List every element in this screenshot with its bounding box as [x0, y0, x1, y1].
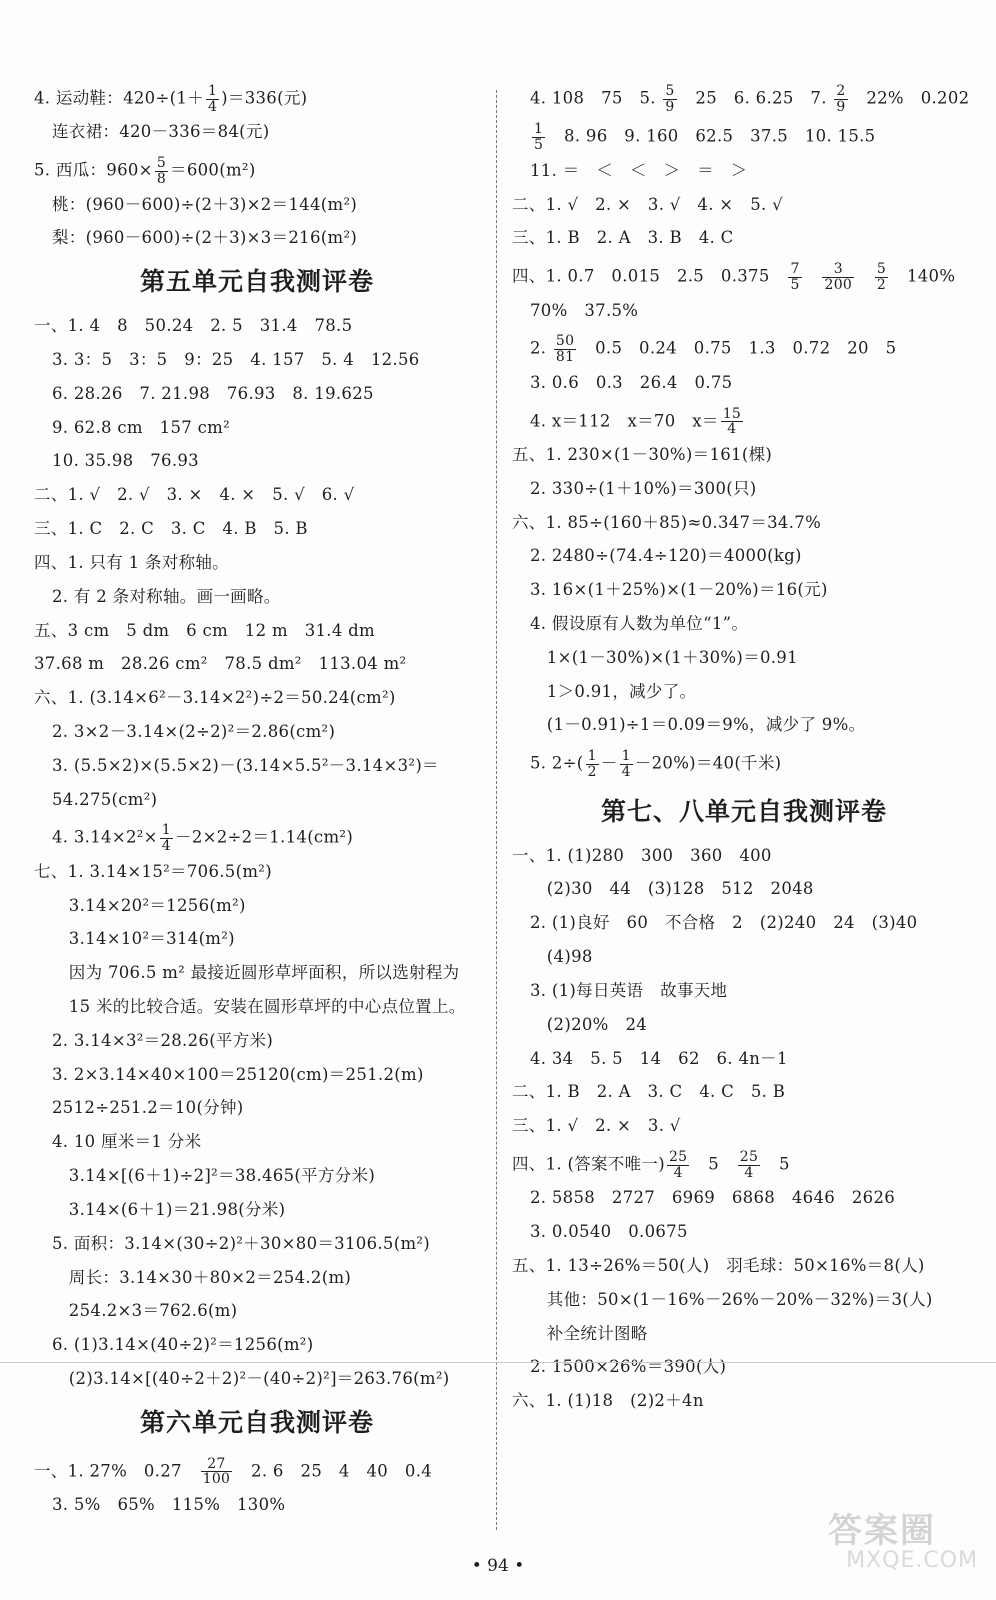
answer-line: [34, 688, 480, 709]
answer-text: 22% 0.202: [849, 88, 970, 108]
answer-text: 37.68 m 28.26 cm² 78.5 dm² 113.04 m²: [34, 654, 407, 674]
answer-line: [512, 373, 976, 394]
answer-line: [512, 1049, 976, 1070]
answer-line: [34, 1031, 480, 1052]
answer-text: 一、1. (1)280 300 360 400: [512, 845, 772, 865]
answer-text: 周长：3.14×30＋80×2＝254.2(m): [52, 1267, 352, 1287]
answer-text: 5. 2÷(: [530, 753, 584, 773]
answer-line: [34, 228, 480, 249]
answer-text: 5: [691, 1154, 736, 1174]
fraction: [667, 1150, 689, 1180]
answer-text: 3. 2×3.14×40×100＝25120(cm)＝251.2(m): [52, 1064, 424, 1084]
section-heading: 第七、八单元自我测评卷: [600, 796, 887, 826]
answer-line: [34, 485, 480, 506]
answer-text: 3.14×20²＝1256(m²): [52, 895, 246, 915]
fraction: [620, 749, 633, 779]
answer-text: [856, 267, 873, 286]
answer-text: 4. x＝112 x＝70 x＝: [530, 411, 719, 431]
answer-line: [512, 749, 976, 779]
answer-line: [34, 384, 480, 405]
answer-line: [34, 722, 480, 743]
answer-line: [512, 1082, 976, 1103]
answer-line: [34, 1301, 480, 1322]
fraction-numerator: 3: [822, 262, 854, 278]
answer-text: 10. 35.98 76.93: [52, 451, 199, 471]
answer-line: [34, 418, 480, 439]
answer-text: )＝336(元): [221, 88, 308, 108]
fraction-denominator: 4: [673, 1164, 683, 1181]
answer-line: [34, 587, 480, 608]
answer-text: 3. (5.5×2)×(5.5×2)－(3.14×5.5²－3.14×3²)＝: [52, 755, 439, 775]
fraction-denominator: 81: [555, 349, 575, 366]
section-heading: 第六单元自我测评卷: [139, 1407, 374, 1437]
answer-text: 三、1. √ 2. × 3. √: [512, 1116, 681, 1136]
answer-text: (4)98: [530, 947, 593, 967]
answer-text: 3. 0.6 0.3 26.4 0.75: [530, 372, 733, 392]
answer-text: 2512÷251.2＝10(分钟): [52, 1098, 244, 1118]
answer-text: 2.: [530, 339, 552, 359]
fraction-numerator: 1: [161, 822, 172, 839]
fraction-denominator: 5: [534, 137, 544, 154]
answer-text: 2. 330÷(1＋10%)＝300(只): [530, 478, 757, 498]
fraction: [160, 823, 173, 853]
answer-text: 2. (1)良好 60 不合格 2 (2)240 24 (3)40: [530, 913, 918, 933]
answer-text: 因为 706.5 m² 最接近圆形草坪面积，所以选射程为: [52, 963, 460, 983]
answer-line: [512, 1116, 976, 1137]
answer-line: [34, 350, 480, 371]
answer-text: 5: [762, 1154, 790, 1174]
page-fold-line: [0, 1362, 996, 1363]
fraction: [554, 334, 576, 364]
fraction-numerator: 5: [665, 83, 675, 99]
answer-text: 9. 62.8 cm 157 cm²: [52, 417, 230, 437]
answer-text: －: [600, 753, 618, 773]
answer-line: [34, 654, 480, 675]
fraction: [532, 122, 545, 152]
answer-text: [804, 267, 821, 286]
answer-text: 补全统计图略: [530, 1323, 648, 1343]
answer-text: 8. 96 9. 160 62.5 37.5 10. 15.5: [547, 127, 876, 147]
answer-text: 其他：50×(1－16%－26%－20%－32%)＝3(人): [530, 1289, 933, 1309]
answer-text: 二、1. √ 2. × 3. √ 4. × 5. √: [512, 194, 783, 214]
answer-text: 15 米的比较合适。安装在圆形草坪的中心点位置上。: [52, 997, 466, 1016]
fraction-numerator: 2: [836, 83, 846, 99]
answer-text: 3. 0.0540 0.0675: [530, 1222, 688, 1242]
answer-line: [34, 1457, 480, 1487]
answer-text: 3.14×[(6＋1)÷2]²＝38.465(平方分米): [52, 1166, 376, 1186]
right-column: [512, 84, 976, 1425]
answer-line: [34, 1268, 480, 1289]
fraction-numerator: 7: [790, 261, 800, 278]
answer-text: 6. 28.26 7. 21.98 76.93 8. 19.625: [52, 383, 374, 403]
answer-text: 5. 西瓜：960×: [34, 160, 153, 180]
answer-line: [512, 195, 976, 216]
answer-text: (1＋: [169, 88, 204, 108]
answer-text: 3. 16×(1＋25%)×(1－20%)＝16(元): [530, 580, 828, 600]
answer-text: (2)3.14×[(40÷2＋2)²－(40÷2)²]＝263.76(m²): [52, 1368, 450, 1388]
fraction-numerator: 15: [722, 405, 742, 422]
answer-line: [34, 519, 480, 540]
fraction-numerator: 27: [201, 1457, 233, 1473]
answer-text: 2. 1500×26%＝390(人): [530, 1357, 727, 1377]
fraction: [738, 1150, 760, 1180]
fraction-numerator: 1: [621, 748, 631, 765]
answer-text: 一、1. 27% 0.27: [34, 1461, 199, 1481]
answer-text: 140%: [890, 266, 956, 286]
answer-text: 2. 3.14×3²＝28.26(平方米): [52, 1030, 274, 1050]
answer-text: 254.2×3＝762.6(m): [52, 1301, 238, 1321]
answer-text: 2. 2480÷(74.4÷120)＝4000(kg): [530, 546, 802, 566]
answer-line: [34, 1098, 480, 1119]
answer-line: [512, 947, 976, 968]
answer-text: (2)20% 24: [530, 1014, 648, 1034]
answer-text: 4. 3.14×2²×: [52, 828, 158, 848]
answer-line: [34, 1335, 480, 1356]
fraction: [206, 84, 219, 114]
answer-line: [512, 161, 976, 182]
fraction-denominator: 9: [836, 98, 846, 115]
answer-text: (2)30 44 (3)128 512 2048: [530, 879, 814, 899]
answer-line: [34, 122, 480, 143]
answer-text: 11. ＝ ＜ ＜ ＞ ＝ ＞: [530, 160, 748, 180]
fraction-denominator: 4: [207, 98, 218, 115]
answer-line: [512, 1015, 976, 1036]
fraction-numerator: 5: [876, 261, 887, 278]
fraction-numerator: 1: [207, 83, 218, 99]
fraction-denominator: 4: [161, 838, 172, 855]
answer-text: －2×2÷2＝1.14(cm²): [175, 828, 354, 848]
fraction-denominator: 4: [744, 1164, 754, 1181]
fraction: [586, 749, 599, 779]
answer-text: 54.275(cm²): [52, 789, 158, 809]
answer-text: 6. (1)3.14×(40÷2)²＝1256(m²): [52, 1335, 314, 1355]
answer-line: [512, 1222, 976, 1243]
answer-line: [512, 1290, 976, 1311]
column-divider: [496, 90, 497, 1530]
fraction-numerator: 25: [739, 1148, 759, 1165]
answer-text: 四、1. (答案不唯一): [512, 1154, 665, 1174]
fraction-denominator: 5: [790, 276, 800, 293]
answer-line: [512, 334, 976, 364]
fraction-denominator: 8: [156, 170, 167, 187]
answer-line: [512, 262, 976, 292]
answer-line: [34, 823, 480, 853]
answer-line: [34, 316, 480, 337]
answer-text: 4. 假设原有人数为单位“1”。: [530, 614, 749, 633]
fraction-numerator: 5: [156, 155, 167, 172]
answer-line: [34, 1495, 480, 1516]
answer-text: 连衣裙：420－336＝84(元): [52, 122, 270, 142]
watermark-text: 答案圈: [828, 1511, 936, 1551]
answer-text: 一、1. 4 8 50.24 2. 5 31.4 78.5: [34, 316, 353, 336]
answer-line: [512, 846, 976, 867]
answer-line: [512, 513, 976, 534]
answer-line: [512, 981, 976, 1002]
answer-text: 六、1. (3.14×6²－3.14×2²)÷2＝50.24(cm²): [34, 688, 396, 708]
answer-text: 2. 6 25 4 40 0.4: [234, 1461, 433, 1481]
answer-text: 5. 面积：3.14×(30÷2)²＋30×80＝3106.5(m²): [52, 1233, 431, 1253]
fraction-numerator: 25: [668, 1148, 688, 1165]
watermark-url: MXQE.COM: [846, 1548, 978, 1573]
answer-line: [34, 896, 480, 917]
answer-line: [512, 1188, 976, 1209]
answer-line: [512, 682, 976, 703]
answer-text: 3.14×10²＝314(m²): [52, 929, 235, 949]
answer-line: [34, 1200, 480, 1221]
answer-text: 梨：(960－600)÷(2＋3)×3＝216(m²): [52, 228, 358, 248]
answer-line: [512, 648, 976, 669]
answer-line: [512, 407, 976, 437]
answer-line: [512, 715, 976, 736]
answer-line: [34, 621, 480, 642]
answer-text: 4. 34 5. 5 14 62 6. 4n－1: [530, 1048, 788, 1068]
answer-line: [34, 195, 480, 216]
answer-line: [512, 1256, 976, 1277]
fraction: [834, 84, 847, 114]
answer-line: [34, 790, 480, 811]
answer-text: 三、1. B 2. A 3. B 4. C: [512, 228, 734, 248]
fraction: [155, 156, 168, 186]
answer-text: 四、1. 只有 1 条对称轴。: [34, 552, 229, 572]
fraction-denominator: 4: [621, 763, 631, 780]
fraction-denominator: 2: [587, 763, 597, 780]
answer-line: [512, 614, 976, 635]
answer-text: (1－0.91)÷1＝0.09＝9%，减少了 9%。: [530, 715, 866, 735]
fraction: [201, 1457, 233, 1487]
answer-text: 1＞0.91，减少了。: [530, 681, 697, 701]
answer-text: 4. 108 75 5.: [530, 88, 662, 108]
answer-line: [512, 1357, 976, 1378]
left-column: [34, 84, 480, 1529]
answer-line: [512, 301, 976, 322]
fraction: [721, 407, 743, 437]
answer-line: [34, 963, 480, 984]
answer-text: 五、3 cm 5 dm 6 cm 12 m 31.4 dm: [34, 620, 375, 640]
answer-line: [512, 122, 976, 152]
answer-text: 0.5 0.24 0.75 1.3 0.72 20 5: [578, 339, 897, 359]
answer-text: 3. (1)每日英语 故事天地: [530, 980, 728, 1000]
fraction: [788, 262, 801, 292]
answer-text: 桃：(960－600)÷(2＋3)×2＝144(m²): [52, 194, 358, 214]
answer-text: 二、1. B 2. A 3. C 4. C 5. B: [512, 1082, 786, 1102]
answer-line: [34, 1369, 480, 1390]
answer-line: [512, 546, 976, 567]
answer-text: 25 6. 6.25 7.: [678, 88, 833, 108]
answer-line: [34, 553, 480, 574]
answer-line: [34, 997, 480, 1018]
answer-text: 2. 3×2－3.14×(2÷2)²＝2.86(cm²): [52, 721, 336, 741]
answer-text: 4. 10 厘米＝1 分米: [52, 1132, 202, 1152]
answer-text: 2. 5858 2727 6969 6868 4646 2626: [530, 1188, 896, 1208]
answer-text: 4. 运动鞋：420÷: [34, 88, 170, 108]
answer-line: [34, 1166, 480, 1187]
answer-text: 3. 5% 65% 115% 130%: [52, 1495, 286, 1515]
answer-text: ＝600(m²): [170, 160, 256, 180]
section-heading: 第五单元自我测评卷: [139, 267, 374, 297]
fraction: [822, 262, 854, 292]
answer-line: [512, 228, 976, 249]
answer-text: 三、1. C 2. C 3. C 4. B 5. B: [34, 519, 308, 539]
answer-text: 1×(1－30%)×(1＋30%)＝0.91: [530, 647, 798, 667]
fraction-denominator: 100: [202, 1471, 231, 1488]
answer-text: 3.14×(6＋1)＝21.98(分米): [52, 1199, 286, 1219]
fraction-denominator: 4: [727, 421, 737, 438]
answer-text: －20%)＝40(千米): [634, 753, 782, 773]
answer-line: [34, 862, 480, 883]
answer-text: 3. 3：5 3：5 9：25 4. 157 5. 4 12.56: [52, 350, 420, 369]
answer-line: [34, 1234, 480, 1255]
fraction-denominator: 200: [824, 276, 853, 293]
fraction-numerator: 1: [534, 121, 544, 138]
answer-line: [34, 929, 480, 950]
answer-line: [512, 445, 976, 466]
answer-line: [512, 1324, 976, 1345]
answer-line: [512, 580, 976, 601]
answer-line: [34, 1065, 480, 1086]
fraction-numerator: 50: [555, 333, 575, 350]
answer-line: [512, 1150, 976, 1180]
answer-line: [34, 451, 480, 472]
answer-line: [34, 1132, 480, 1153]
answer-line: [512, 1391, 976, 1412]
answer-text: 2. 有 2 条对称轴。画一画略。: [52, 586, 281, 606]
watermark-logo: [828, 1511, 978, 1584]
fraction-numerator: 1: [587, 748, 597, 765]
page-number: • 94 •: [471, 1556, 525, 1576]
answer-line: [512, 84, 976, 114]
answer-text: 五、1. 13÷26%＝50(人) 羽毛球：50×16%＝8(人): [512, 1255, 925, 1275]
fraction-denominator: 2: [876, 276, 887, 293]
answer-text: 七、1. 3.14×15²＝706.5(m²): [34, 861, 272, 881]
answer-text: 六、1. 85÷(160＋85)≈0.347＝34.7%: [512, 512, 822, 532]
fraction: [875, 262, 888, 292]
answer-text: 四、1. 0.7 0.015 2.5 0.375: [512, 266, 787, 286]
answer-text: 六、1. (1)18 (2)2＋4n: [512, 1391, 704, 1411]
answer-line: [512, 913, 976, 934]
answer-line: [512, 879, 976, 900]
answer-line: [34, 84, 480, 114]
answer-text: 70% 37.5%: [530, 300, 639, 320]
fraction: [663, 84, 676, 114]
fraction-denominator: 9: [665, 98, 675, 115]
answer-text: 五、1. 230×(1－30%)＝161(棵): [512, 444, 773, 464]
answer-text: 二、1. √ 2. √ 3. × 4. × 5. √ 6. √: [34, 485, 355, 505]
answer-line: [34, 756, 480, 777]
answer-line: [34, 156, 480, 186]
answer-line: [512, 479, 976, 500]
